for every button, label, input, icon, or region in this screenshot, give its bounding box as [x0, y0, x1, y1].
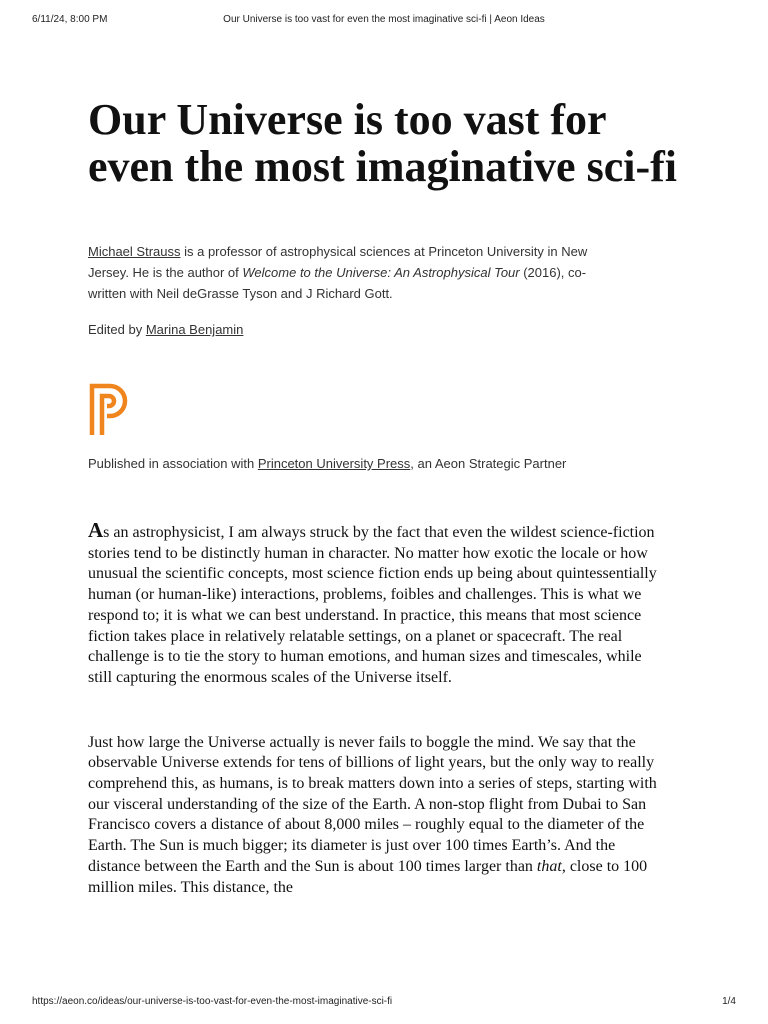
author-bio-start: is a professor of astrophysical sciences at Princeton University in New Jersey. He is the author of	[88, 244, 588, 280]
paragraph-1-text: s an astrophysicist, I am always struck by the fact that even the wildest science-fiction stories tend to be distinctly human in character. No matter how exotic the locale or how unusual the scientific concepts, most science fiction ends up being about quintessentially human (or human-like) interactions, problems, foibles and challenges. This is what we respond to; it is what we can best understand. In practice, this means that most science fiction takes place in relatively relatable settings, on a planet or spacecraft. The real challenge is to tie the story to human emotions, and human sizes and timescales, while still capturing the enormous scales of the Universe itself.	[88, 524, 657, 686]
print-timestamp: 6/11/24, 8:00 PM	[32, 14, 108, 25]
body-paragraph-2	[88, 733, 658, 899]
partner-prefix: Published in association with	[88, 456, 258, 471]
author-byline	[88, 241, 588, 304]
print-document-title: Our Universe is too vast for even the most imaginative sci-fi | Aeon Ideas	[223, 14, 545, 25]
article	[88, 96, 688, 914]
paragraph-2-text-end: , close to 100 million miles. This distance, the	[88, 857, 648, 896]
print-url: https://aeon.co/ideas/our-universe-is-too-vast-for-even-the-most-imaginative-sci-fi	[32, 996, 393, 1007]
partner-suffix: , an Aeon Strategic Partner	[410, 456, 567, 471]
princeton-university-press-logo-icon[interactable]	[88, 380, 132, 436]
print-header	[32, 14, 736, 28]
author-link[interactable]: Michael Strauss	[88, 244, 181, 259]
print-footer	[32, 996, 736, 1010]
editor-link[interactable]: Marina Benjamin	[145, 322, 244, 337]
partner-credit	[88, 454, 688, 474]
page-number: 1/4	[722, 996, 736, 1007]
drop-cap: A	[88, 518, 104, 542]
paragraph-2-emphasis: that	[536, 857, 562, 875]
book-title: Welcome to the Universe: An Astrophysical Tour	[242, 265, 520, 280]
partner-link[interactable]: Princeton University Press	[257, 456, 411, 471]
paragraph-2-text-start: Just how large the Universe actually is never fails to boggle the mind. We say that the observable Universe extends for tens of billions of light years, but the only way to really comprehend this, as humans, is to break matters down into a series of steps, starting with our visceral understanding of the size of the Earth. A non-stop flight from Dubai to San Francisco covers a distance of about 8,000 miles – roughly equal to the diameter of the Earth. The Sun is much bigger; its diameter is just over 100 times Earth’s. And the distance between the Earth and the Sun is about 100 times larger than	[88, 733, 657, 875]
body-paragraph-1	[88, 520, 658, 689]
author-bio-end: (2016), co-written with Neil deGrasse Tyson and J Richard Gott.	[88, 265, 587, 301]
editor-prefix: Edited by	[88, 322, 146, 337]
editor-credit	[88, 320, 688, 340]
article-headline: Our Universe is too vast for even the most imaginative sci-fi	[88, 95, 677, 191]
logo-outer-stroke	[92, 386, 125, 435]
